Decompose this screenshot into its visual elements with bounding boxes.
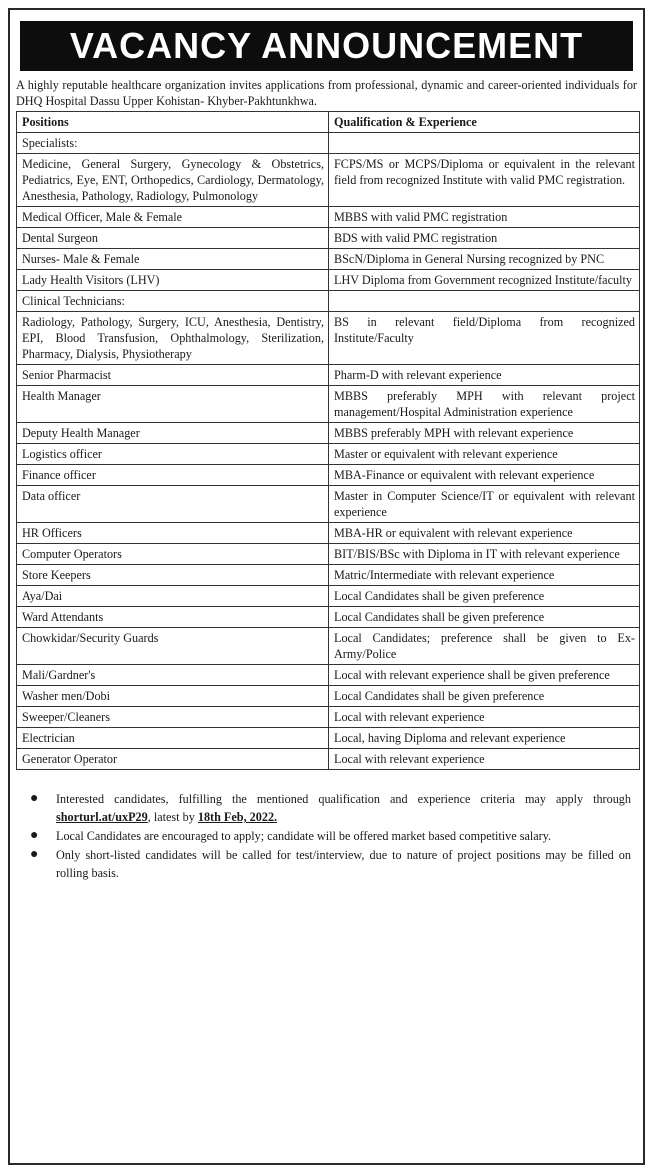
qualification-cell: BScN/Diploma in General Nursing recognized by PNC <box>329 249 640 270</box>
qualification-cell: Local Candidates; preference shall be given to Ex-Army/Police <box>329 628 640 665</box>
table-row <box>17 207 640 228</box>
position-cell: Specialists: <box>17 133 329 154</box>
qualification-cell: BDS with valid PMC registration <box>329 228 640 249</box>
table-row <box>17 523 640 544</box>
qualification-cell: BIT/BIS/BSc with Diploma in IT with relevant experience <box>329 544 640 565</box>
table-row <box>17 228 640 249</box>
table-header-row <box>17 112 640 133</box>
qualification-cell: Local, having Diploma and relevant experience <box>329 728 640 749</box>
note-apply-text: Interested candidates, fulfilling the mentioned qualification and experience criteria may apply through <box>56 792 631 806</box>
table-row <box>17 486 640 523</box>
bullet-icon: ● <box>30 791 39 806</box>
position-cell: Electrician <box>17 728 329 749</box>
qualification-cell: Local Candidates shall be given preference <box>329 686 640 707</box>
bullet-icon: ● <box>30 828 39 843</box>
note-apply-middle: , latest by <box>147 810 198 824</box>
table-row <box>17 749 640 770</box>
qualification-cell: Local Candidates shall be given preference <box>329 607 640 628</box>
qualification-cell: Local Candidates shall be given preference <box>329 586 640 607</box>
position-cell: Mali/Gardner's <box>17 665 329 686</box>
position-cell: Radiology, Pathology, Surgery, ICU, Anesthesia, Dentistry, EPI, Blood Transfusion, Ophthalmology, Sterilization, Pharmacy, Dialysis, Physiotherapy <box>17 312 329 365</box>
position-cell: Generator Operator <box>17 749 329 770</box>
position-cell: Nurses- Male & Female <box>17 249 329 270</box>
table-row <box>17 607 640 628</box>
qualification-cell: MBA-Finance or equivalent with relevant experience <box>329 465 640 486</box>
table-row <box>17 665 640 686</box>
table-row <box>17 270 640 291</box>
position-cell: Computer Operators <box>17 544 329 565</box>
position-cell: Medical Officer, Male & Female <box>17 207 329 228</box>
qualification-cell: Matric/Intermediate with relevant experience <box>329 565 640 586</box>
table-row <box>17 628 640 665</box>
table-row <box>17 249 640 270</box>
position-cell: Chowkidar/Security Guards <box>17 628 329 665</box>
deadline-date: 18th Feb, 2022. <box>197 810 278 824</box>
note-local-text: Local Candidates are encouraged to apply; candidate will be offered market based competitive salary. <box>56 829 552 843</box>
table-row <box>17 386 640 423</box>
qualification-cell <box>329 291 640 312</box>
qualification-cell: Master in Computer Science/IT or equivalent with relevant experience <box>329 486 640 523</box>
qualification-cell: Local with relevant experience <box>329 707 640 728</box>
position-cell: Dental Surgeon <box>17 228 329 249</box>
qualification-cell: Master or equivalent with relevant experience <box>329 444 640 465</box>
table-row <box>17 465 640 486</box>
table-row <box>17 312 640 365</box>
bullet-icon: ● <box>30 847 39 862</box>
qualification-cell: MBBS preferably MPH with relevant experience <box>329 423 640 444</box>
table-row <box>17 544 640 565</box>
note-local-candidates <box>20 827 631 845</box>
intro-paragraph: A highly reputable healthcare organization invites applications from professional, dynamic and career-oriented individuals for DHQ Hospital Dassu Upper Kohistan- Khyber-Pakhtunkhwa. <box>16 78 637 108</box>
positions-table <box>16 111 640 770</box>
table-row <box>17 686 640 707</box>
position-cell: Washer men/Dobi <box>17 686 329 707</box>
position-cell: Medicine, General Surgery, Gynecology & Obstetrics, Pediatrics, Eye, ENT, Orthopedics, Cardiology, Dermatology, Anesthesia, Pathology, Radiology, Pulmonology <box>17 154 329 207</box>
position-cell: Deputy Health Manager <box>17 423 329 444</box>
position-cell: Clinical Technicians: <box>17 291 329 312</box>
position-cell: Ward Attendants <box>17 607 329 628</box>
qualification-cell: MBBS preferably MPH with relevant project management/Hospital Administration experience <box>329 386 640 423</box>
qualification-cell: LHV Diploma from Government recognized Institute/faculty <box>329 270 640 291</box>
table-row <box>17 707 640 728</box>
positions-header: Positions <box>17 112 329 133</box>
note-apply <box>20 790 631 826</box>
qualification-cell: BS in relevant field/Diploma from recognized Institute/Faculty <box>329 312 640 365</box>
position-cell: Store Keepers <box>17 565 329 586</box>
page-title: VACANCY ANNOUNCEMENT <box>20 21 633 71</box>
table-row <box>17 291 640 312</box>
table-row <box>17 423 640 444</box>
qualification-header: Qualification & Experience <box>329 112 640 133</box>
application-notes <box>20 790 631 882</box>
qualification-cell <box>329 133 640 154</box>
note-shortlisted-text: Only short-listed candidates will be called for test/interview, due to nature of project positions may be filled on rolling basis. <box>56 848 631 880</box>
table-row <box>17 565 640 586</box>
qualification-cell: FCPS/MS or MCPS/Diploma or equivalent in the relevant field from recognized Institute with valid PMC registration. <box>329 154 640 207</box>
qualification-cell: Local with relevant experience shall be given preference <box>329 665 640 686</box>
table-row <box>17 444 640 465</box>
table-row <box>17 365 640 386</box>
position-cell: Logistics officer <box>17 444 329 465</box>
qualification-cell: MBA-HR or equivalent with relevant experience <box>329 523 640 544</box>
position-cell: Senior Pharmacist <box>17 365 329 386</box>
table-row <box>17 154 640 207</box>
qualification-cell: Local with relevant experience <box>329 749 640 770</box>
positions-table-body <box>17 133 640 770</box>
table-row <box>17 133 640 154</box>
note-shortlisted <box>20 846 631 882</box>
table-row <box>17 586 640 607</box>
position-cell: Lady Health Visitors (LHV) <box>17 270 329 291</box>
position-cell: Health Manager <box>17 386 329 423</box>
qualification-cell: Pharm-D with relevant experience <box>329 365 640 386</box>
table-row <box>17 728 640 749</box>
qualification-cell: MBBS with valid PMC registration <box>329 207 640 228</box>
vacancy-announcement-page <box>8 8 645 1165</box>
position-cell: Finance officer <box>17 465 329 486</box>
position-cell: Data officer <box>17 486 329 523</box>
position-cell: HR Officers <box>17 523 329 544</box>
position-cell: Sweeper/Cleaners <box>17 707 329 728</box>
position-cell: Aya/Dai <box>17 586 329 607</box>
apply-link[interactable]: shorturl.at/uxP29 <box>56 810 148 824</box>
